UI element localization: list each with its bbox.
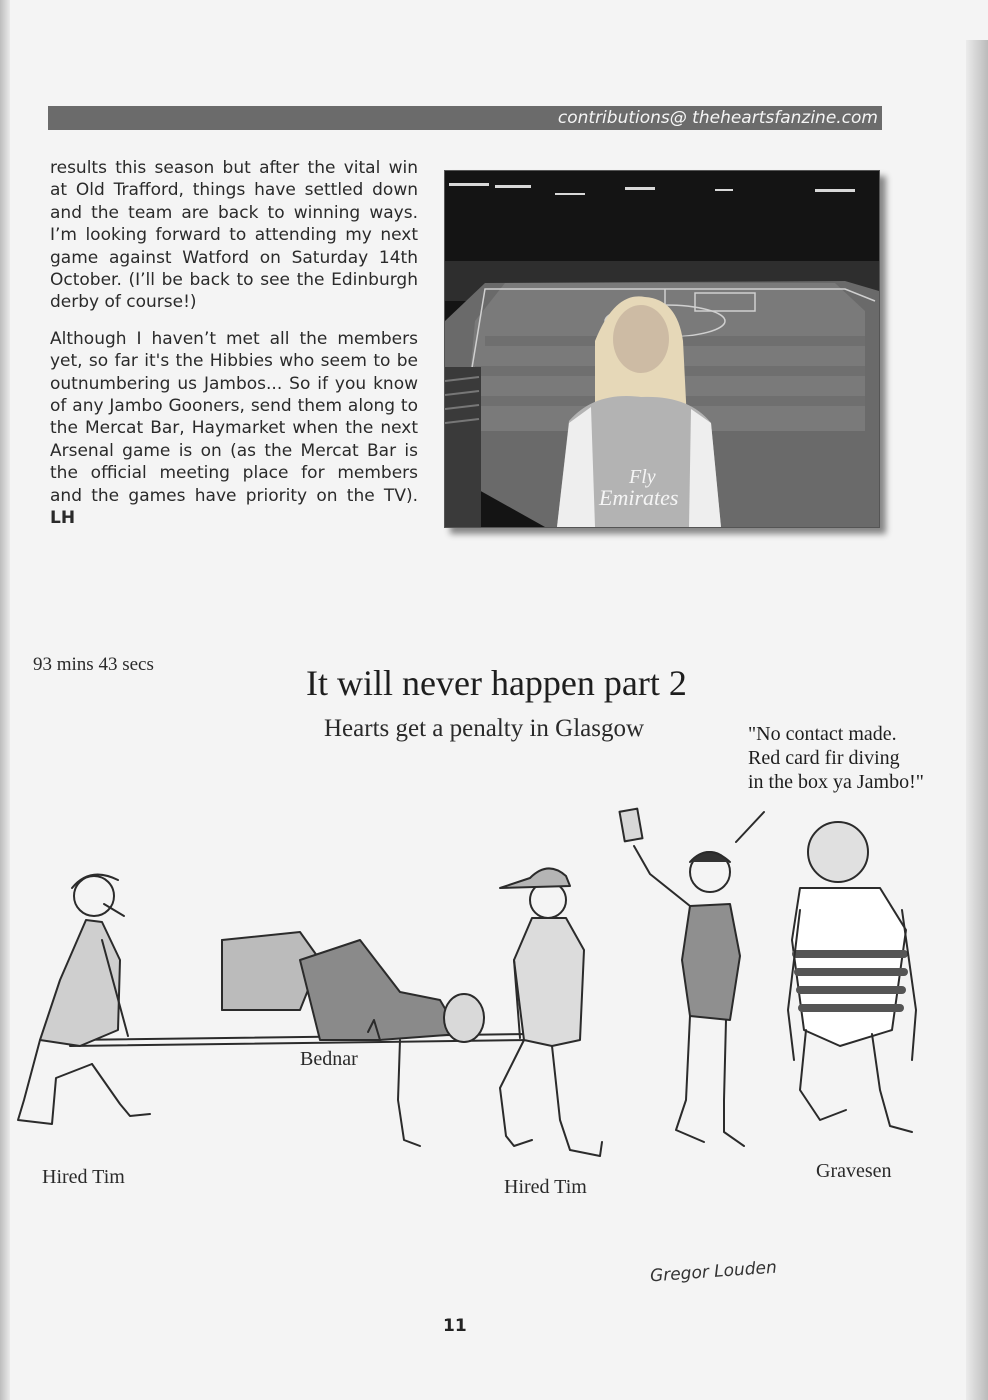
label-right-player: Gravesen [816, 1160, 892, 1182]
speech-line-3: in the box ya Jambo!" [748, 771, 924, 793]
cartoon-title: It will never happen part 2 [306, 663, 687, 703]
speech-line-2: Red card fir diving [748, 747, 900, 769]
label-stretcher-player: Bednar [300, 1048, 358, 1070]
cartoon-time: 93 mins 43 secs [33, 654, 154, 675]
cartoon-subtitle: Hearts get a penalty in Glasgow [324, 715, 645, 742]
label-right-carrier: Hired Tim [504, 1176, 587, 1198]
photo-shirt-text-2: Emirates [599, 485, 679, 510]
artist-signature: Gregor Louden [649, 1257, 778, 1287]
contact-email: contributions@ theheartsfanzine.com [557, 108, 878, 128]
photo-shirt-text-1: Fly [629, 466, 656, 488]
speech-line-1: "No contact made. [748, 723, 897, 745]
article-paragraph-1: results this season but after the vital win at Old Trafford, things have settled down and the team are back to winning ways. I’m looking forward to attending my next game against Watford on Saturday 14th October. (I’ll be back to see the Edinburgh derby of course!) [50, 158, 418, 313]
label-left-carrier: Hired Tim [42, 1166, 125, 1188]
author-initials: LH [50, 508, 76, 529]
article-paragraph-2: Although I haven’t met all the members yet, so far it's the Hibbies who seem to be outnumbering us Jambos... So if you know of any Jambo Gooners, send them along to the Mercat Bar, Haymarket when the next Arsenal game is on (as the Mercat Bar is the official meeting place for members and the games have priority on the TV). LH [50, 328, 418, 529]
page-number: 11 [443, 1316, 467, 1336]
